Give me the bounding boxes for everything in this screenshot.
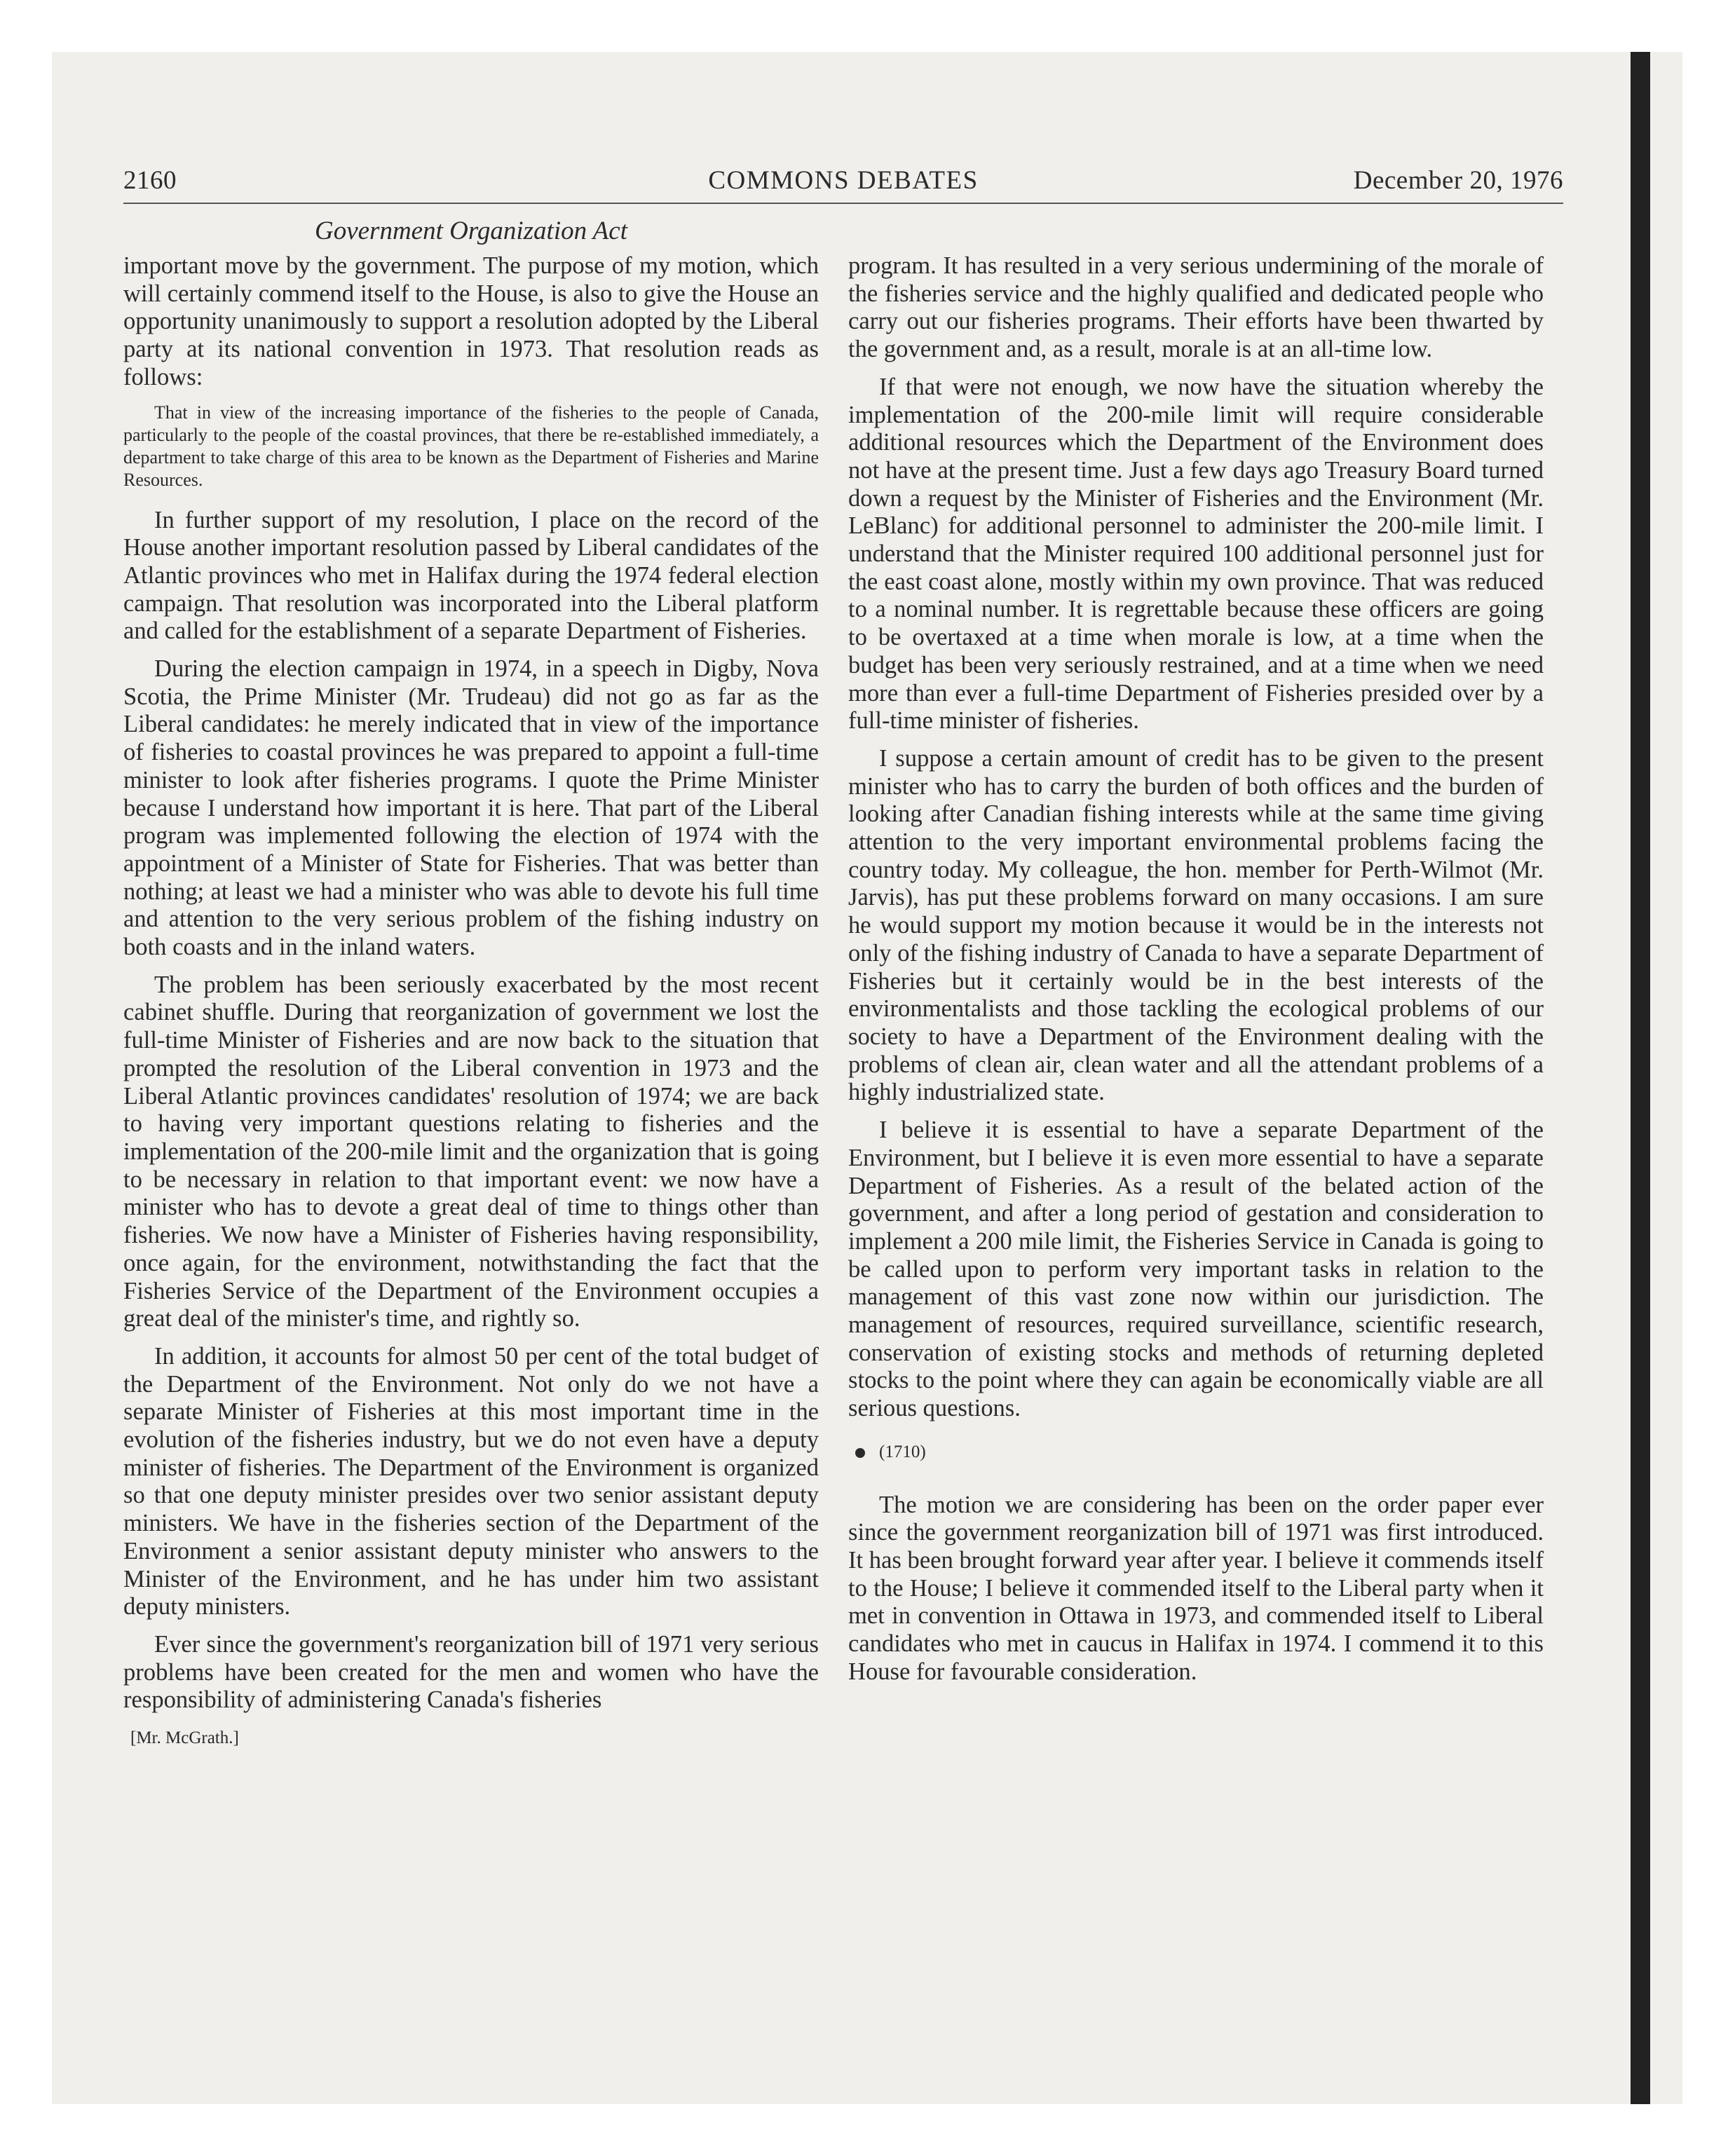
- paragraph: The motion we are considering has been on the order paper ever since the government reorganization bill of 1971 was first introduced. It has been brought forward year after year. I believe it commends itself to the House; I believe it commended itself to the Liberal party when it met in convention in Ottawa in 1973, and commended itself to Liberal candidates who met in caucus in Halifax in 1974. I commend it to this House for favourable consideration.: [848, 1491, 1544, 1685]
- paragraph: program. It has resulted in a very serious undermining of the morale of the fisheries service and the highly qualified and dedicated people who carry out our fisheries programs. Their efforts have been thwarted by the government and, as a result, morale is at an all-time low.: [848, 252, 1544, 363]
- quoted-resolution: That in view of the increasing importance of the fisheries to the people of Canada, particularly to the people of the coastal provinces, that there be re-established immediately, a department to take charge of this area to be known as the Department of Fisheries and Marine Resources.: [123, 402, 819, 490]
- header-rule: [123, 203, 1563, 204]
- time-marker: [855, 1438, 1544, 1466]
- paragraph: The problem has been seriously exacerbated by the most recent cabinet shuffle. During that reorganization of government we lost the full-time Minister of Fisheries and are now back to the situation that prompted the resolution of the Liberal convention in 1973 and the Liberal Atlantic provinces candidates' resolution of 1974; we are back to having very important questions relating to fisheries and the implementation of the 200-mile limit and the organization that is going to be necessary in relation to that important event: we now have a minister who has to devote a great deal of time to things other than fisheries. We now have a Minister of Fisheries having responsibility, once again, for the environment, notwithstanding the fact that the Fisheries Service of the Department of the Environment occupies a great deal of the minister's time, and rightly so.: [123, 971, 819, 1332]
- paragraph: Ever since the government's reorganization bill of 1971 very serious problems have been created for the men and women who have the responsibility of administering Canada's fisheries: [123, 1630, 819, 1714]
- right-column: [848, 252, 1544, 1696]
- publication-title: COMMONS DEBATES: [708, 166, 979, 195]
- page-number: 2160: [123, 166, 177, 195]
- bullet-icon: [855, 1448, 865, 1458]
- section-subheading: Government Organization Act: [314, 217, 627, 245]
- speaker-note: [Mr. McGrath.]: [130, 1728, 239, 1748]
- scan-edge-bar: [1631, 52, 1650, 2104]
- paragraph: If that were not enough, we now have the situation whereby the implementation of the 200-mile limit will require considerable additional resources which the Department of the Environment does not have at the present time. Just a few days ago Treasury Board turned down a request by the Minister of Fisheries and the Environment (Mr. LeBlanc) for additional personnel to administer the 200-mile limit. I understand that the Minister required 100 additional personnel just for the east coast alone, mostly within my own province. That was reduced to a nominal number. It is regrettable because these officers are going to be overtaxed at a time when morale is low, at a time when the budget has been very seriously restrained, and at a time when we need more than ever a full-time Department of Fisheries presided over by a full-time minister of fisheries.: [848, 373, 1544, 735]
- page-date: December 20, 1976: [1353, 166, 1563, 195]
- time-marker-label: (1710): [879, 1442, 926, 1461]
- paragraph: I suppose a certain amount of credit has to be given to the present minister who has to carry the burden of both offices and the burden of looking after Canadian fishing interests while at the same time giving attention to the very important environmental problems facing the country today. My colleague, the hon. member for Perth-Wilmot (Mr. Jarvis), has put these problems forward on many occasions. I am sure he would support my motion because it would be in the interests not only of the fishing industry of Canada to have a separate Department of Fisheries but it certainly would be in the best interests of the environmentalists and those tackling the ecological problems of our society to have a Department of the Environment dealing with the problems of clean air, clean water and all the attendant problems of a highly industrialized state.: [848, 744, 1544, 1106]
- left-column: [123, 252, 819, 1752]
- page-header: [123, 165, 1563, 200]
- paragraph: In further support of my resolution, I place on the record of the House another important resolution passed by Liberal candidates of the Atlantic provinces who met in Halifax during the 1974 federal election campaign. That resolution was incorporated into the Liberal platform and called for the establishment of a separate Department of Fisheries.: [123, 506, 819, 645]
- paragraph: During the election campaign in 1974, in a speech in Digby, Nova Scotia, the Prime Minister (Mr. Trudeau) did not go as far as the Liberal candidates: he merely indicated that in view of the importance of fisheries to coastal provinces he was prepared to appoint a full-time minister to look after fisheries programs. I quote the Prime Minister because I understand how important it is here. That part of the Liberal program was implemented following the election of 1974 with the appointment of a Minister of State for Fisheries. That was better than nothing; at least we had a minister who was able to devote his full time and attention to the very serious problem of the fishing industry on both coasts and in the inland waters.: [123, 655, 819, 961]
- paragraph: important move by the government. The purpose of my motion, which will certainly commend itself to the House, is also to give the House an opportunity unanimously to support a resolution adopted by the Liberal party at its national convention in 1973. That resolution reads as follows:: [123, 252, 819, 390]
- paragraph: In addition, it accounts for almost 50 per cent of the total budget of the Department of the Environment. Not only do we not have a separate Minister of Fisheries at this most important time in the evolution of the fisheries industry, but we do not even have a deputy minister of fisheries. The Department of the Environment is organized so that one deputy minister presides over two senior assistant deputy ministers. We have in the fisheries section of the Department of the Environment a senior assistant deputy minister who answers to the Minister of the Environment, and he has under him two assistant deputy ministers.: [123, 1342, 819, 1621]
- paragraph: I believe it is essential to have a separate Department of the Environment, but I believe it is even more essential to have a separate Department of Fisheries. As a result of the belated action of the government, and after a long period of gestation and consideration to implement a 200 mile limit, the Fisheries Service in Canada is going to be called upon to perform very important tasks in relation to the management of this vast zone now within our jurisdiction. The management of resources, required surveillance, scientific research, conservation of existing stocks and methods of returning depleted stocks to the point where they can again be economically viable are all serious questions.: [848, 1117, 1544, 1422]
